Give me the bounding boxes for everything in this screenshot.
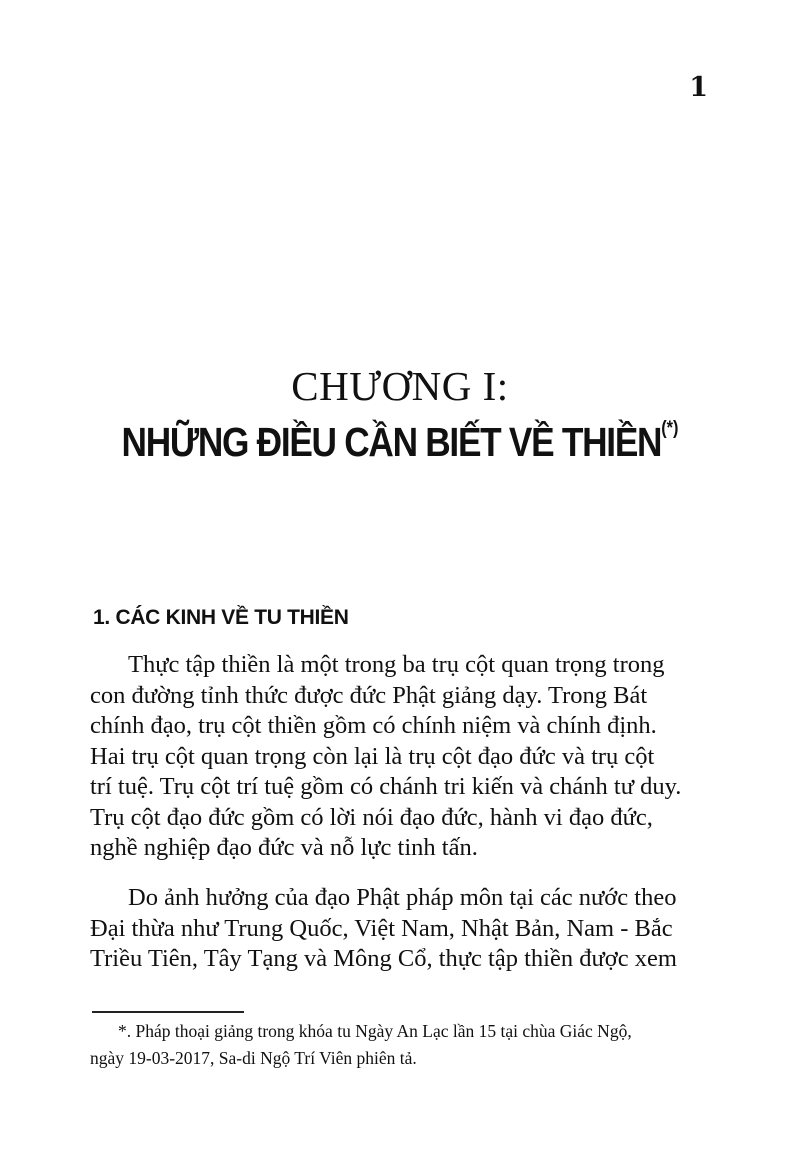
- paragraph-line: Do ảnh hưởng của đạo Phật pháp môn tại các nước theo: [128, 884, 677, 911]
- section-heading: 1. CÁC KINH VỀ TU THIỀN: [93, 606, 349, 629]
- footnote-divider: [92, 1011, 244, 1013]
- page-number: 1: [689, 72, 708, 103]
- paragraph-line: Trụ cột đạo đức gồm có lời nói đạo đức, hành vi đạo đức,: [90, 803, 653, 831]
- footnote: [90, 1018, 730, 1072]
- footnote-marker: (*): [661, 418, 679, 439]
- paragraph-line: Triều Tiên, Tây Tạng và Mông Cổ, thực tập thiền được xem: [90, 945, 677, 972]
- paragraph-2: [90, 883, 710, 975]
- paragraph-line: con đường tỉnh thức được đức Phật giảng dạy. Trong Bát: [90, 681, 648, 709]
- paragraph-1: [90, 650, 710, 864]
- chapter-label: CHƯƠNG I:: [291, 363, 509, 409]
- chapter-title-text: NHỮNG ĐIỀU CẦN BIẾT VỀ THIỀN: [121, 419, 662, 465]
- footnote-line: *. Pháp thoại giảng trong khóa tu Ngày An Lạc lần 15 tại chùa Giác Ngộ,: [118, 1021, 632, 1041]
- paragraph-line: trí tuệ. Trụ cột trí tuệ gồm có chánh tri kiến và chánh tư duy.: [90, 773, 682, 800]
- paragraph-line: nghề nghiệp đạo đức và nỗ lực tinh tấn.: [90, 834, 478, 861]
- paragraph-line: Đại thừa như Trung Quốc, Việt Nam, Nhật Bản, Nam - Bắc: [90, 914, 673, 942]
- chapter-title: [56, 418, 744, 466]
- footnote-line: ngày 19-03-2017, Sa-di Ngộ Trí Viên phiên tả.: [90, 1048, 417, 1068]
- paragraph-line: Thực tập thiền là một trong ba trụ cột quan trọng trong: [128, 651, 665, 678]
- paragraph-line: Hai trụ cột quan trọng còn lại là trụ cột đạo đức và trụ cột: [90, 742, 655, 770]
- paragraph-line: chính đạo, trụ cột thiền gồm có chính niệm và chính định.: [90, 712, 657, 739]
